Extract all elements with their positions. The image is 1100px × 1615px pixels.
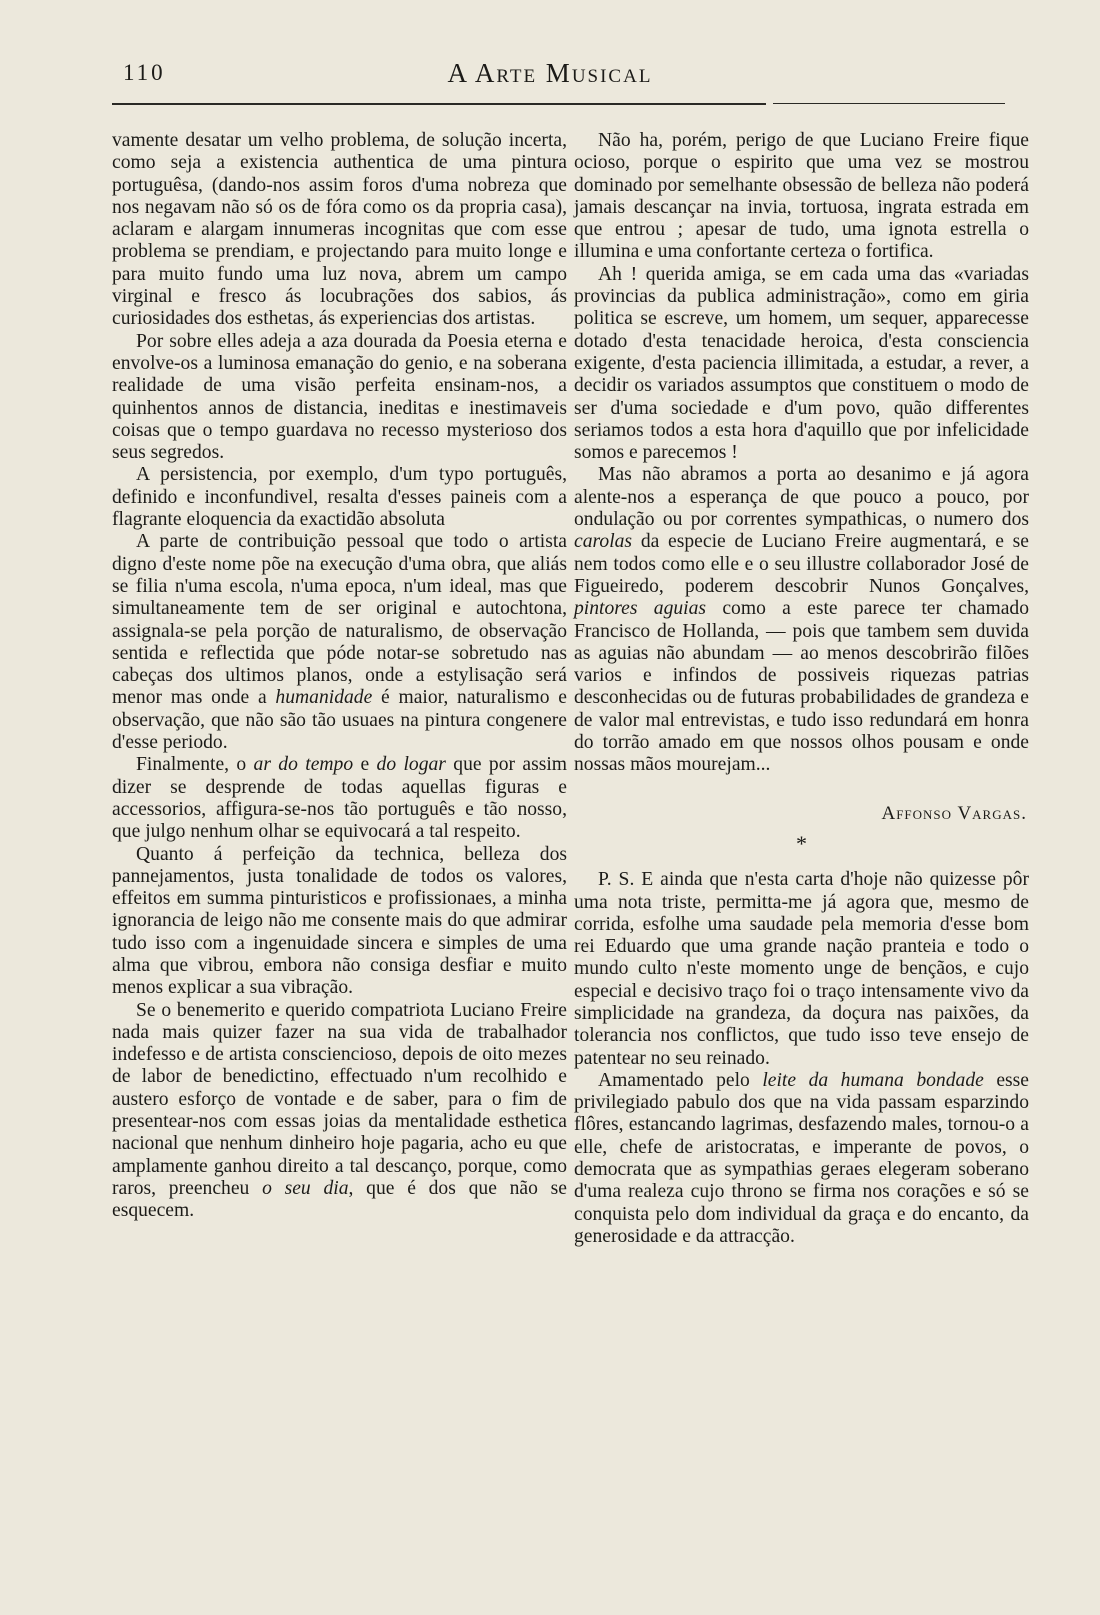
italic-text: o seu dia xyxy=(262,1177,349,1199)
text-run: Finalmente, o xyxy=(136,754,254,776)
text-run: , que é dos que não se esquecem. xyxy=(112,1177,567,1222)
text-run: é maior, naturalismo e observação, que não são tão usuaes na pintura congenere d'esse periodo. xyxy=(112,687,567,754)
paragraph: Não ha, porém, perigo de que Luciano Freire fique ocioso, porque o espirito que uma vez se mostrou dominado por semelhante obsessão de belleza não poderá jamais descançar na invia, tortuosa, ingrata estrada em que entrou ; apesar de tudo, uma ignota estrella o illumina e uma confortante certeza o fortifica. xyxy=(574,130,1029,263)
paragraph: P. S. E ainda que n'esta carta d'hoje não quizesse pôr uma nota triste, permitta-me já agora que, mesmo de corrida, esfolhe uma saudade pela memoria d'esse bom rei Eduardo que uma grande nação pranteia e todo o mundo culto n'este momento unge de bençãos, e cujo especial e decisivo traço foi o traço intensamente vivo da simplicidade na grandeza, da doçura nas paixões, da tolerancia nos conflictos, que tudo isso teve ensejo de patentear no seu reinado. xyxy=(574,869,1029,1069)
paragraph: Ah ! querida amiga, se em cada uma das «variadas provincias da publica administração», como em giria politica se escreve, um homem, um sequer, apparecesse dotado d'esta tenacidade heroica, d'esta consciencia exigente, d'esta paciencia illimitada, a estudar, a rever, a decidir os variados assumptos que constituem o modo de ser d'uma sociedade e d'um povo, quão differentes seriamos todos a esta hora d'aquillo que por infelicidade somos e parecemos ! xyxy=(574,263,1029,464)
paragraph: Quanto á perfeição da technica, belleza dos pannejamentos, justa tonalidade de todos os valores, effeitos em summa pinturisticos e profissionaes, a minha ignorancia de leigo não me consente mais do que admirar tudo isso com a ingenuidade sincera e simples de uma alma que vibrou, embora não consiga desfiar e muito menos explicar a sua vibração. xyxy=(112,843,567,999)
paragraph xyxy=(112,1000,567,1223)
section-asterisk: * xyxy=(796,830,807,856)
text-run: esse privilegiado pabulo dos que na vida passam esparzindo flôres, estancando lagrimas, desfazendo males, tornou-o a elle, chefe de aristocratas, e imperante de povos, o democrata que as sympathias geraes elegeram soberano d'uma realeza cujo throno se firma nos corações e só se conquista pelo dom individual da graça e do encanto, da generosidade e da attracção. xyxy=(574,1069,1029,1247)
page-number: 110 xyxy=(123,60,166,85)
paragraph xyxy=(112,754,567,843)
text-run: que por assim dizer se desprende de todas aquellas figuras e accessorios, affigura-se-nos tão português e tão nosso, que julgo nenhum olhar se equivocará a tal respeito. xyxy=(112,754,568,843)
italic-text: do logar xyxy=(376,754,446,776)
text-run: como a este parece ter chamado Francisco de Hollanda, — pois que tambem sem duvida as aguias não abundam — ao menos descobrirão filões varios e infindos de possiveis riquezas patrias desconhecidas ou de futuras probabilidades de grandeza e de valor mal entrevistas, e tudo isso redundará em honra do torrão amado em que nossos olhos pousam e onde nossas mãos mourejam... xyxy=(574,598,1030,776)
text-run: Se o benemerito e querido compatriota Luciano Freire nada mais quizer fazer na sua vida de trabalhador indefesso e de artista consciencioso, depois de oito mezes de labor de benedictino, effectuado n'um recolhido e austero esforço de vontade e de saber, para o fim de presentear-nos com essas joias da mentalidade esthetica nacional que nenhum dinheiro hoje pagaria, acho eu que amplamente ganhou direito a tal descanço, porque, como raros, preencheu xyxy=(112,999,567,1199)
paragraph xyxy=(112,531,567,754)
text-run: da especie de Luciano Freire augmentará, e se nem todos como elle e o seu illustre collaborador José de Figueiredo, poderem descobrir Nunos Gonçalves, xyxy=(574,531,1029,597)
paragraph xyxy=(574,1070,1029,1248)
text-run: A parte de contribuição pessoal que todo o artista digno d'este nome põe na execução d'uma obra, que aliás se filia n'uma escola, n'uma epoca, n'um ideal, mas que simultaneamente tem de ser original e autochtona, assignala-se pela porção de naturalismo, de observação sentida e reflectida que póde notar-se sobretudo nas cabeças dos ultimos planos, onde a estylisação será menor mas onde a xyxy=(112,531,567,709)
italic-text: ar do tempo xyxy=(253,754,354,776)
left-column xyxy=(112,130,567,1223)
italic-text: carolas xyxy=(574,531,633,553)
author-signature: Affonso Vargas. xyxy=(881,802,1027,824)
right-column xyxy=(574,130,1029,1248)
text-run: Mas não abramos a porta ao desanimo e já agora alente-nos a esperança de que pouco a pouco, por ondulação ou por correntes sympathicas, o numero dos xyxy=(574,464,1029,531)
paragraph: Por sobre elles adeja a aza dourada da Poesia eterna e envolve-os a luminosa emanação do genio, e na soberana realidade de uma visão perfeita ensinam-nos, a quinhentos annos de distancia, ineditas e inestimaveis coisas que o tempo guardava no recesso mysterioso dos seus segredos. xyxy=(112,330,567,464)
text-run: Amamentado pelo xyxy=(598,1069,763,1091)
italic-text: leite da humana bondade xyxy=(762,1069,984,1091)
paragraph: A persistencia, por exemplo, d'um typo português, definido e inconfundivel, resalta d'esses paineis com a flagrante eloquencia da exactidão absoluta xyxy=(112,464,567,531)
paragraph xyxy=(574,464,1029,776)
running-title: A Arte Musical xyxy=(447,58,653,88)
paragraph: vamente desatar um velho problema, de solução incerta, como seja a existencia authentica de uma pintura portuguêsa, (dando-nos assim foros d'uma nobreza que nos negavam não só os de fóra como os da propria casa), aclaram e alargam innumeras incognitas que com esse problema se prendiam, e projectando para muito longe e para muito fundo uma luz nova, abrem um campo virginal e fresco ás locubrações dos sabios, ás curiosidades dos esthetas, ás experiencias dos artistas. xyxy=(112,130,567,330)
header-rule-right xyxy=(773,103,1005,104)
italic-text: humanidade xyxy=(275,687,373,709)
italic-text: pintores aguias xyxy=(574,598,707,620)
header-rule-left xyxy=(112,103,766,105)
text-run: e xyxy=(353,754,377,776)
